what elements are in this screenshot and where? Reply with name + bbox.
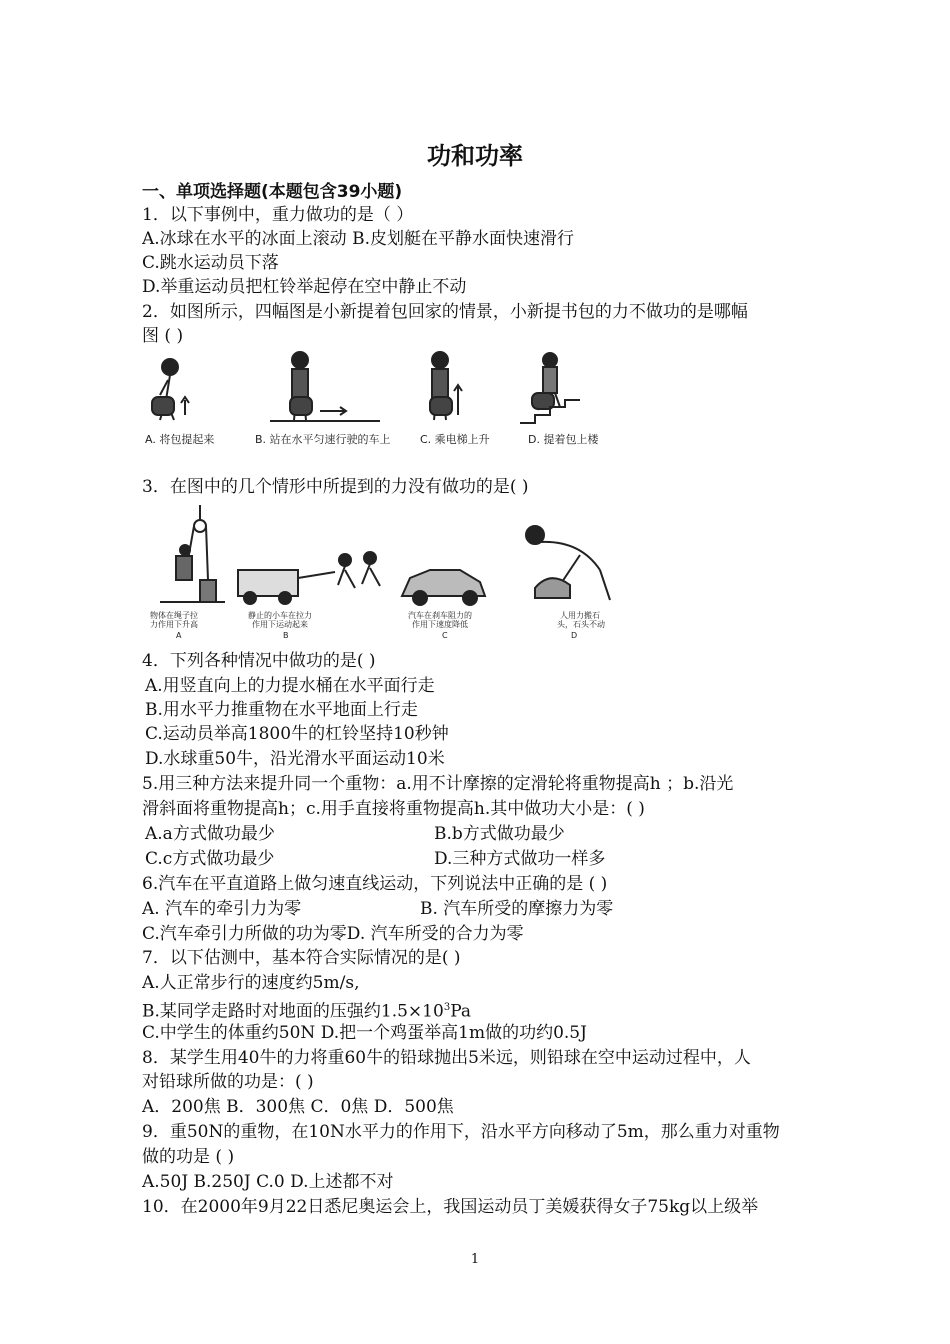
page-title: 功和功率	[427, 142, 523, 170]
question-5-option-c: C.c方式做功最少	[145, 849, 275, 869]
figure-a-caption-line2: 力作用下升高	[150, 620, 198, 629]
figure-b-caption: B. 站在水平匀速行驶的车上	[255, 433, 391, 446]
question-6: 6.汽车在平直道路上做匀速直线运动，下列说法中正确的是 ( )	[142, 874, 608, 894]
question-9-cont: 做的功是 ( )	[142, 1147, 235, 1167]
person-stone-icon	[526, 526, 610, 600]
figure-b-person-icon	[270, 352, 380, 421]
question-2: 2．如图所示，四幅图是小新提着包回家的情景，小新提书包的力不做功的是哪幅	[142, 302, 748, 322]
figure-c-caption-line2: 作用下速度降低	[412, 620, 468, 629]
question-10: 10．在2000年9月22日悉尼奥运会上，我国运动员丁美媛获得女子75kg以上级举	[142, 1197, 759, 1217]
figure-b-label: B	[283, 631, 289, 640]
question-7: 7．以下估测中，基本符合实际情况的是( )	[142, 948, 461, 968]
question-6-option-cd: C.汽车牵引力所做的功为零D. 汽车所受的合力为零	[142, 924, 524, 944]
question-6-option-a: A. 汽车的牵引力为零	[142, 899, 302, 919]
question-9: 9．重50N的重物，在10N水平力的作用下，沿水平方向移动了5m，那么重力对重物	[142, 1122, 780, 1142]
question-1-option-d: D.举重运动员把杠铃举起停在空中静止不动	[142, 277, 467, 297]
question-5-cont: 滑斜面将重物提高h；c.用手直接将重物提高h.其中做功大小是：( )	[142, 799, 645, 819]
figure-d-label: D	[571, 631, 578, 640]
question-1-option-c: C.跳水运动员下落	[142, 253, 279, 273]
figure-a-caption-line1: 物体在绳子拉	[150, 611, 198, 620]
question-5-option-d: D.三种方式做功一样多	[434, 849, 606, 869]
question-2-figure	[140, 345, 620, 455]
figure-c-caption-line1: 汽车在刹车阻力的	[408, 611, 472, 620]
question-5-option-b: B.b方式做功最少	[434, 824, 565, 844]
question-1-option-ab: A.冰球在水平的冰面上滚动 B.皮划艇在平静水面快速滑行	[142, 229, 574, 249]
cart-icon	[238, 552, 380, 604]
question-9-options: A.50J B.250J C.0 D.上述都不对	[142, 1172, 394, 1192]
figure-b-caption-line1: 静止的小车在拉力	[248, 611, 312, 620]
question-6-option-b: B. 汽车所受的摩擦力为零	[420, 899, 614, 919]
question-7-option-b: B.某同学走路时对地面的压强约$1.5\times 10^3Pa$	[142, 1001, 471, 1022]
figure-d-caption: D. 提着包上楼	[528, 433, 599, 446]
question-3: 3．在图中的几个情形中所提到的力没有做功的是( )	[142, 477, 529, 497]
figure-b-caption-line2: 作用下运动起来	[252, 620, 308, 629]
figure-a-person-icon	[152, 359, 189, 420]
question-4-option-d: D.水球重50牛，沿光滑水平面运动10米	[145, 749, 445, 769]
question-7-option-a: A.人正常步行的速度约5m/s,	[142, 973, 360, 993]
pulley-icon	[160, 505, 225, 602]
figure-c-person-icon	[430, 352, 462, 420]
question-2-cont: 图 ( )	[142, 326, 184, 346]
figure-a-caption: A. 将包提起来	[145, 433, 215, 446]
question-1: 1．以下事例中，重力做功的是（ ）	[142, 205, 414, 225]
question-8: 8．某学生用40牛的力将重60牛的铅球抛出5米远，则铅球在空中运动过程中，人	[142, 1048, 751, 1068]
figure-a-label: A	[176, 631, 182, 640]
figure-d-person-icon	[520, 353, 580, 423]
question-5: 5.用三种方法来提升同一个重物：a.用不计摩擦的定滑轮将重物提高h ；b.沿光	[142, 774, 734, 794]
figure-d-caption-line1: 人用力搬石	[560, 611, 600, 620]
question-4-option-b: B.用水平力推重物在水平地面上行走	[145, 700, 418, 720]
question-8-cont: 对铅球所做的功是：( )	[142, 1072, 314, 1092]
figure-c-caption: C. 乘电梯上升	[420, 433, 490, 446]
figure-c-label: C	[442, 631, 448, 640]
page-number: 1	[470, 1252, 480, 1267]
question-7-option-cd: C.中学生的体重约50N D.把一个鸡蛋举高1m做的功约0.5J	[142, 1023, 587, 1043]
section-heading: 一、单项选择题(本题包含39小题)	[142, 182, 403, 202]
question-5-option-a: A.a方式做功最少	[145, 824, 275, 844]
car-icon	[402, 570, 485, 605]
question-8-options: A．200焦 B．300焦 C．0焦 D．500焦	[142, 1097, 454, 1117]
figure-d-caption-line2: 头，石头不动	[557, 620, 605, 629]
question-4: 4．下列各种情况中做功的是( )	[142, 651, 376, 671]
question-3-figure	[140, 500, 630, 645]
question-4-option-c: C.运动员举高1800牛的杠铃坚持10秒钟	[145, 724, 449, 744]
question-4-option-a: A.用竖直向上的力提水桶在水平面行走	[145, 676, 435, 696]
